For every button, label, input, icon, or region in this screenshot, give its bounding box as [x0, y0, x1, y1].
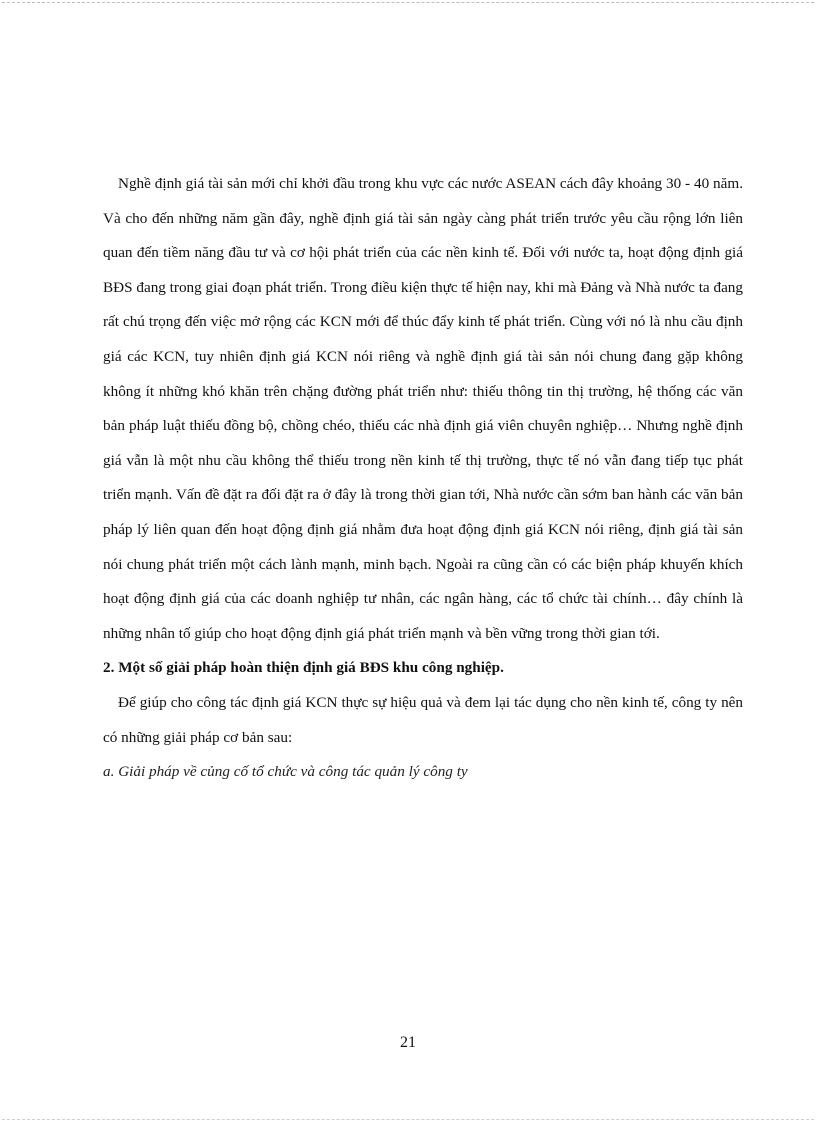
bottom-page-border [2, 1119, 814, 1120]
body-paragraph-1: Nghề định giá tài sản mới chỉ khởi đầu trong khu vực các nước ASEAN cách đây khoảng 30 - 40 năm. Và cho đến những năm gần đây, nghề định giá tài sản ngày càng phát triển trước yêu cầu rộng lớn liên quan đến tiềm năng đầu tư và cơ hội phát triển của các nền kinh tế. Đối với nước ta, hoạt động định giá BĐS đang trong giai đoạn phát triển. Trong điều kiện thực tế hiện nay, khi mà Đảng và Nhà nước ta đang rất chú trọng đến việc mở rộng các KCN mới để thúc đẩy kinh tế phát triển. Cùng với nó là nhu cầu định giá các KCN, tuy nhiên định giá KCN nói riêng và nghề định giá tài sản nói chung đang gặp không không ít những khó khăn trên chặng đường phát triển như: thiếu thông tin thị trường, hệ thống các văn bản pháp luật thiếu đồng bộ, chồng chéo, thiếu các nhà định giá viên chuyên nghiệp… Nhưng nghề định giá vẫn là một nhu cầu không thể thiếu trong nền kinh tế thị trường, thực tế nó vẫn đang tiếp tục phát triển mạnh. Vấn đề đặt ra đối đặt ra ở đây là trong thời gian tới, Nhà nước cần sớm ban hành các văn bản pháp lý liên quan đến hoạt động định giá nhằm đưa hoạt động định giá KCN nói riêng, định giá tài sản nói chung phát triển một cách lành mạnh, minh bạch. Ngoài ra cũng cần có các biện pháp khuyến khích hoạt động định giá của các doanh nghiệp tư nhân, các ngân hàng, các tổ chức tài chính… đây chính là những nhân tố giúp cho hoạt động định giá phát triển mạnh và bền vững trong thời gian tới. [103, 175, 743, 642]
page-number: 21 [400, 1034, 416, 1051]
section-heading-2: 2. Một số giải pháp hoàn thiện định giá BĐS khu công nghiệp. [103, 659, 504, 677]
top-page-border [2, 2, 814, 3]
subsection-heading-a: a. Giải pháp về củng cố tổ chức và công tác quản lý công ty [103, 763, 468, 781]
body-paragraph-2: Để giúp cho công tác định giá KCN thực sự hiệu quả và đem lại tác dụng cho nền kinh tế, công ty nên có những giải pháp cơ bản sau: [103, 693, 743, 746]
page-content [103, 167, 743, 790]
